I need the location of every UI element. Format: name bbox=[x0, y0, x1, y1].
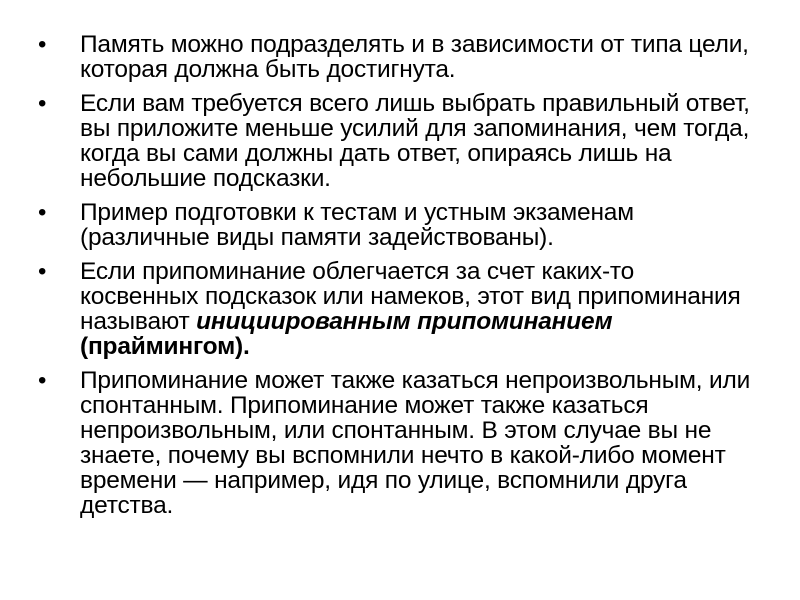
bullet-item-spontaneous-recall bbox=[38, 368, 758, 518]
bullet-text: Припоминание может также казаться непроизвольным, или спонтанным. Припоминание может также казаться непроизвольным, или спонтанным. В этом случае вы не знаете, почему вы вспомнили нечто в какой-либо момент времени — например, идя по улице, вспомнили друга детства. bbox=[80, 367, 751, 519]
bullet-text: Если припоминание облегчается за счет каких-то косвенных подсказок или намеков, этот вид припоминания называют bbox=[80, 258, 741, 335]
bullet-item-test-example bbox=[38, 200, 758, 250]
bullet-text: Пример подготовки к тестам и устным экзаменам (различные виды памяти задействованы). bbox=[80, 199, 634, 251]
bullet-list bbox=[38, 32, 758, 527]
bullet-item-goal-type bbox=[38, 32, 758, 82]
bullet-item-priming bbox=[38, 259, 758, 359]
bullet-icon: • bbox=[38, 258, 47, 285]
bullet-icon: • bbox=[38, 367, 47, 394]
bullet-item-choose-answer bbox=[38, 91, 758, 191]
strong-term: (праймингом). bbox=[80, 333, 250, 360]
bullet-text: Память можно подразделять и в зависимости от типа цели, которая должна быть достигнута. bbox=[80, 31, 749, 83]
bullet-icon: • bbox=[38, 31, 47, 58]
bullet-icon: • bbox=[38, 90, 47, 117]
bullet-text: Если вам требуется всего лишь выбрать правильный ответ, вы приложите меньше усилий для запоминания, чем тогда, когда вы сами должны дать ответ, опираясь лишь на небольшие подсказки. bbox=[80, 90, 750, 192]
emphasized-term: инициированным припоминанием bbox=[196, 308, 613, 335]
bullet-icon: • bbox=[38, 199, 47, 226]
